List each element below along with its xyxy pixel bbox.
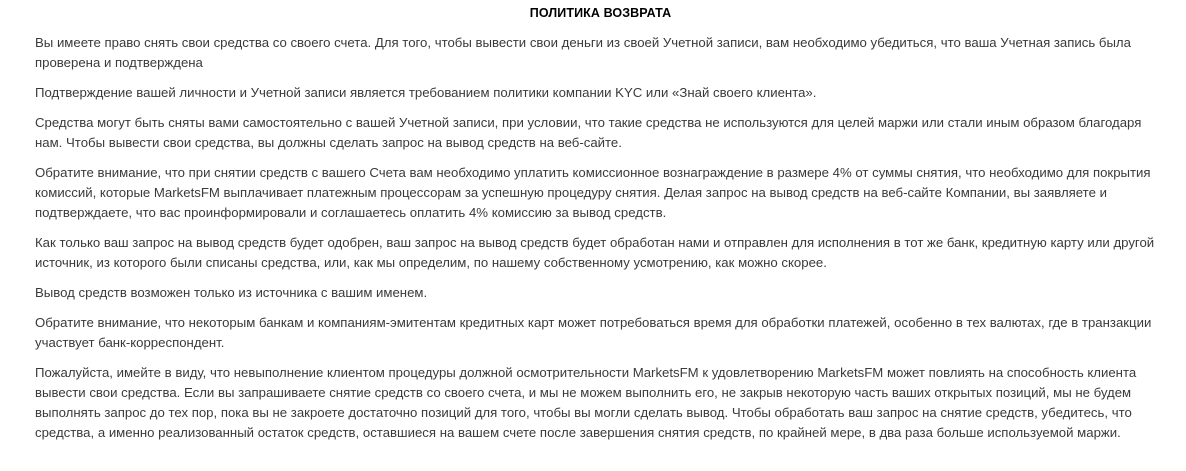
paragraph-source-name: Вывод средств возможен только из источника с вашим именем. (35, 285, 428, 300)
paragraph-due-diligence: Пожалуйста, имейте в виду, что невыполнение клиентом процедуры должной осмотрительности MarketsFM к удовлетворению MarketsFM может повлиять на способность клиента вывести свои средства. Если вы запрашиваете снятие средств со своего счета, и мы не можем выполнить его, не закрыв некоторую часть ваших открытых позиций, мы не будем выполнять запрос до тех пор, пока вы не закроете достаточно позиций для того, чтобы вы могли сделать вывод. Чтобы обработать ваш запрос на снятие средств, убедитесь, что средства, а именно реализованный остаток средств, оставшиеся на вашем счете после завершения снятия средств, по крайней мере, в два раза больше используемой маржи. (35, 365, 1137, 440)
paragraph-bank-delays: Обратите внимание, что некоторым банкам и компаниям-эмитентам кредитных карт может потребоваться время для обработки платежей, особенно в тех валютах, где в транзакции участвует банк-корреспондент. (35, 315, 1152, 350)
paragraph-kyc: Подтверждение вашей личности и Учетной записи является требованием политики компании KYC или «Знай своего клиента». (35, 85, 817, 100)
page-title: ПОЛИТИКА ВОЗВРАТА (529, 6, 672, 20)
paragraph-withdrawal-right: Вы имеете право снять свои средства со своего счета. Для того, чтобы вывести свои деньги из своей Учетной записи, вам необходимо убедиться, что ваша Учетная запись была проверена и подтверждена (35, 35, 1131, 70)
paragraph-withdrawal-conditions: Средства могут быть сняты вами самостоятельно с вашей Учетной записи, при условии, что такие средства не используются для целей маржи или стали иным образом благодаря нам. Чтобы вывести свои средства, вы должны сделать запрос на вывод средств на веб-сайте. (35, 115, 1142, 150)
paragraph-processing: Как только ваш запрос на вывод средств будет одобрен, ваш запрос на вывод средств будет обработан нами и отправлен для исполнения в тот же банк, кредитную карту или другой источник, из которого были списаны средства, или, как мы определим, по нашему собственному усмотрению, как можно скорее. (35, 235, 1155, 270)
paragraph-commission: Обратите внимание, что при снятии средств с вашего Счета вам необходимо уплатить комиссионное вознаграждение в размере 4% от суммы снятия, что необходимо для покрытия комиссий, которые MarketsFM выплачивает платежным процессорам за успешную процедуру снятия. Делая запрос на вывод средств на веб-сайте Компании, вы заявляете и подтверждаете, что вас проинформировали и соглашаетесь оплатить 4% комиссию за вывод средств. (35, 165, 1151, 220)
